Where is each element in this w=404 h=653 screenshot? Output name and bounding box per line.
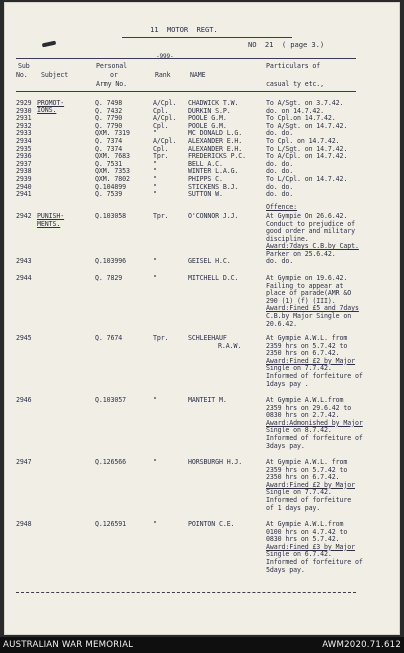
punishment-particulars-line: At Gympie on 19.6.42. xyxy=(266,274,348,282)
punishment-particulars-line: Failing to appear at xyxy=(266,281,344,290)
col-army-no: Army No. xyxy=(96,80,127,88)
punishment-particulars-line: 3days pay. xyxy=(266,441,305,450)
ink-mark xyxy=(42,41,57,48)
promotion-particulars: To L/Sgt. on 14.7.42. xyxy=(266,144,348,153)
punishment-particulars-line: good order and military xyxy=(266,227,356,236)
promotion-particulars: To A/Sgt. on 3.7.42. xyxy=(266,99,344,107)
promotion-army-no: QXM. 7353 xyxy=(95,167,130,176)
punishment-particulars-line: Single on 7.7.42. xyxy=(266,488,332,497)
promotion-sub-no: 2933 xyxy=(16,129,32,138)
promotion-sub-no: 2941 xyxy=(16,190,32,199)
promotion-particulars: To A/Cpl. on 14.7.42. xyxy=(266,152,348,161)
promotion-particulars: do. do. xyxy=(266,182,294,191)
punishment-sub-no: 2945 xyxy=(16,334,32,342)
col-casualty: casual ty etc., xyxy=(266,80,325,88)
col-rank: Rank xyxy=(155,71,171,79)
punishment-particulars-line: 0100 hrs on 4.7.42 to xyxy=(266,527,348,536)
punishment-sub-no: 2942 xyxy=(16,212,32,220)
header-top-rule xyxy=(16,58,356,59)
punishment-particulars-line: Informed of forfeiture of xyxy=(266,372,363,380)
punishment-rank: " xyxy=(153,257,157,265)
punishment-particulars-line: of 1 days pay. xyxy=(266,503,321,512)
promotion-name: CHADWICK T.W. xyxy=(188,99,239,107)
punishment-particulars-line: 5days pay. xyxy=(266,565,305,574)
punishment-name: MITCHELL D.C. xyxy=(188,274,239,282)
promotion-particulars: To L/Cpl. on 14.7.42. xyxy=(266,175,348,183)
punishment-name: POINTON C.E. xyxy=(188,520,235,528)
punishment-name-initials: R.A.W. xyxy=(218,341,242,350)
promotion-army-no: Q. 7790 xyxy=(95,114,123,123)
promotion-rank: " xyxy=(153,175,157,183)
punishment-particulars-line: Award:Fined £2 by Major xyxy=(266,480,356,489)
punishment-particulars-line: Award:Fined £3 by Major xyxy=(266,542,356,551)
punishment-particulars-line: Award:Fined £5 and 7days xyxy=(266,304,359,313)
punishment-particulars-line: Informed of forfeiture xyxy=(266,496,352,504)
promotion-sub-no: 2935 xyxy=(16,144,32,153)
punishment-particulars-line: Conduct to prejudice of xyxy=(266,219,356,228)
punishment-particulars-line: 2350 hrs on 6.7.42. xyxy=(266,349,340,358)
punishment-rank: " xyxy=(153,458,157,466)
punishment-particulars-line: Single on 7.7.42. xyxy=(266,364,332,373)
punishment-particulars-line: 20.6.42. xyxy=(266,319,297,328)
footer-accession: AWM2020.71.612 xyxy=(322,640,401,650)
punishment-particulars-line: At Gympie A.W.L.from xyxy=(266,396,344,404)
dash-number: -999- xyxy=(156,53,174,60)
punishment-particulars-line: 0830 hrs on 2.7.42. xyxy=(266,411,340,420)
col-subject: Subject xyxy=(41,71,69,79)
punishment-particulars-line: Informed of forfeiture of xyxy=(266,434,363,442)
punishment-particulars-line: discipline. xyxy=(266,234,309,243)
punishment-rank: " xyxy=(153,396,157,404)
punishment-particulars-line: 2359 hrs on 5.7.42 to xyxy=(266,465,348,474)
document-page xyxy=(4,2,400,635)
promotion-sub-no: 2938 xyxy=(16,167,32,176)
promotion-particulars: do. do. xyxy=(266,129,294,138)
promotion-name: BELL A.C. xyxy=(188,159,223,168)
promotion-name: MC DONALD L.G. xyxy=(188,129,243,138)
punishment-sub-no: 2944 xyxy=(16,274,32,282)
punishment-rank: " xyxy=(153,520,157,528)
promotion-sub-no: 2929 xyxy=(16,99,32,107)
promotion-army-no: Q. 7539 xyxy=(95,190,123,199)
promotion-particulars: do. on 14.7.42. xyxy=(266,106,325,115)
punishment-particulars-line: At Gympie A.W.L. from xyxy=(266,458,348,466)
col-particulars: Particulars of xyxy=(266,62,321,70)
promotion-name: SUTTON W. xyxy=(188,190,223,199)
punishment-particulars-line: 2359 hrs on 5.7.42 to xyxy=(266,341,348,350)
promotion-name: PHIPPS C. xyxy=(188,175,223,183)
promotion-particulars: To A/Sgt. on 14.7.42. xyxy=(266,121,348,130)
promotion-sub-no: 2931 xyxy=(16,114,32,123)
punishment-army-no: Q. 7674 xyxy=(95,334,123,342)
punishment-name: O'CONNOR J.J. xyxy=(188,212,239,220)
title-rule xyxy=(122,37,292,38)
col-or: or xyxy=(110,71,118,79)
promotion-sub-no: 2940 xyxy=(16,182,32,191)
punishment-particulars-line: Award:Fined £2 by Major xyxy=(266,356,356,365)
punishment-particulars-line: 1days pay . xyxy=(266,379,309,388)
promotion-army-no: Q.104899 xyxy=(95,182,126,191)
punishment-particulars-line: place of parade(AMR &O xyxy=(266,289,352,298)
promotion-rank: Cpl. xyxy=(153,144,169,153)
punishment-sub-no: 2948 xyxy=(16,520,32,528)
punishment-army-no: Q.126566 xyxy=(95,458,126,466)
col-sub: Sub xyxy=(18,62,30,70)
punishment-particulars-line: 2350 hrs on 6.7.42. xyxy=(266,473,340,482)
footer-credit: AUSTRALIAN WAR MEMORIAL xyxy=(3,640,134,650)
punishment-particulars-line: 0830 hrs on 5.7.42. xyxy=(266,535,340,544)
promotion-rank: A/Cpl. xyxy=(153,99,177,107)
footer-bar xyxy=(0,637,404,653)
punishment-sub-no: 2946 xyxy=(16,396,32,404)
punishment-particulars-line: C.B.by Major Single on xyxy=(266,312,352,320)
promotion-particulars: To Cpl.on 14.7.42. xyxy=(266,114,336,123)
punishment-particulars-line: Informed of forfeiture of xyxy=(266,558,363,566)
promotion-army-no: Q. 7790 xyxy=(95,121,123,130)
promotion-rank: " xyxy=(153,167,157,176)
promotion-name: POOLE G.M. xyxy=(188,114,227,123)
promotion-sub-no: 2939 xyxy=(16,175,32,183)
promotion-name: STICKENS B.J. xyxy=(188,182,239,191)
promotion-sub-no: 2930 xyxy=(16,106,32,115)
end-rule xyxy=(16,592,356,593)
promotion-sub-no: 2937 xyxy=(16,159,32,168)
punishment-name: MANTEIT M. xyxy=(188,396,227,404)
promotion-army-no: QXM. 7802 xyxy=(95,175,130,183)
subject-promotions: PROMOT- xyxy=(37,99,65,107)
promotion-army-no: Q. 7374 xyxy=(95,144,123,153)
subject-promotions: IONS. xyxy=(37,106,57,114)
promotion-name: DURKIN S.P. xyxy=(188,106,231,115)
punishment-sub-no: 2947 xyxy=(16,458,32,466)
punishment-army-no: Q.126591 xyxy=(95,520,126,528)
order-number: NO 21 ( page 3.) xyxy=(248,40,325,49)
punishment-particulars-line: Parker on 25.6.42. xyxy=(266,250,336,258)
punishment-army-no: Q. 7829 xyxy=(95,274,123,282)
promotion-rank: " xyxy=(153,182,157,191)
punishment-particulars-line: Award:Admonished by Major xyxy=(266,418,363,427)
punishment-rank: Tpr. xyxy=(153,212,169,220)
promotion-particulars: do. do. xyxy=(266,190,294,199)
promotion-rank: Cpl. xyxy=(153,106,169,115)
promotion-army-no: Q. 7531 xyxy=(95,159,123,168)
promotion-rank: " xyxy=(153,159,157,168)
promotion-sub-no: 2932 xyxy=(16,121,32,130)
promotion-rank: A/Cpl. xyxy=(153,114,177,123)
promotion-army-no: QXM. 7319 xyxy=(95,129,130,138)
punishment-particulars-line: 290 (1) (f) (III). xyxy=(266,296,336,305)
promotion-rank: " xyxy=(153,129,157,138)
promotion-name: ALEXANDER E.H. xyxy=(188,144,243,153)
promotion-name: POOLE G.M. xyxy=(188,121,227,130)
promotion-rank: " xyxy=(153,190,157,199)
promotion-army-no: Q. 7432 xyxy=(95,106,123,115)
punishment-particulars-line: 2359 hrs on 29.6.42 to xyxy=(266,403,352,412)
col-name: NAME xyxy=(190,71,206,79)
punishment-army-no: Q.103058 xyxy=(95,212,126,220)
promotion-name: FREDERICKS P.C. xyxy=(188,152,247,161)
promotion-sub-no: 2934 xyxy=(16,137,32,145)
col-no: No. xyxy=(16,71,28,79)
promotion-army-no: QXM. 7683 xyxy=(95,152,130,161)
punishment-rank: " xyxy=(153,274,157,282)
punishment-particulars-line: At Gympie A.W.L. from xyxy=(266,334,348,342)
promotion-army-no: Q. 7498 xyxy=(95,99,123,107)
promotion-sub-no: 2936 xyxy=(16,152,32,161)
col-personal: Personal xyxy=(96,62,127,70)
unit-title: 11 MOTOR REGT. xyxy=(150,25,218,34)
promotion-name: ALEXANDER E.H. xyxy=(188,137,243,145)
punishment-name: GEISEL H.C. xyxy=(188,257,231,265)
punishment-particulars-line: do. do. xyxy=(266,257,294,265)
promotion-name: WINTER L.A.G. xyxy=(188,167,239,176)
promotion-army-no: Q. 7374 xyxy=(95,137,123,145)
promotion-rank: Cpl. xyxy=(153,121,169,130)
punishment-sub-no: 2943 xyxy=(16,257,32,265)
promotion-rank: Tpr. xyxy=(153,152,169,161)
punishment-name: SCHLEEHAUF xyxy=(188,334,227,342)
punishment-particulars-line: Award:7days C.B.by Capt. xyxy=(266,242,359,251)
promotion-rank: A/Cpl. xyxy=(153,137,177,145)
subject-punishments: MENTS. xyxy=(37,220,61,228)
punishment-particulars-line: At Gympie A.W.L.from xyxy=(266,520,344,528)
promotion-particulars: do. do. xyxy=(266,167,294,176)
subject-punishments: PUNISH- xyxy=(37,212,65,220)
punishment-particulars-line: Single on 8.7.42. xyxy=(266,426,332,435)
punishment-army-no: Q.103057 xyxy=(95,396,126,404)
offence-label: Offence: xyxy=(266,203,297,211)
punishment-army-no: Q.103996 xyxy=(95,257,126,265)
punishment-rank: Tpr. xyxy=(153,334,169,342)
promotion-particulars: To Cpl. on 14.7.42. xyxy=(266,137,340,145)
promotion-particulars: do. do. xyxy=(266,159,294,168)
header-bottom-rule xyxy=(16,91,356,92)
punishment-particulars-line: At Gympie On 26.6.42. xyxy=(266,212,348,220)
punishment-particulars-line: Single on 6.7.42. xyxy=(266,550,332,559)
punishment-name: HORSBURGH H.J. xyxy=(188,458,243,466)
